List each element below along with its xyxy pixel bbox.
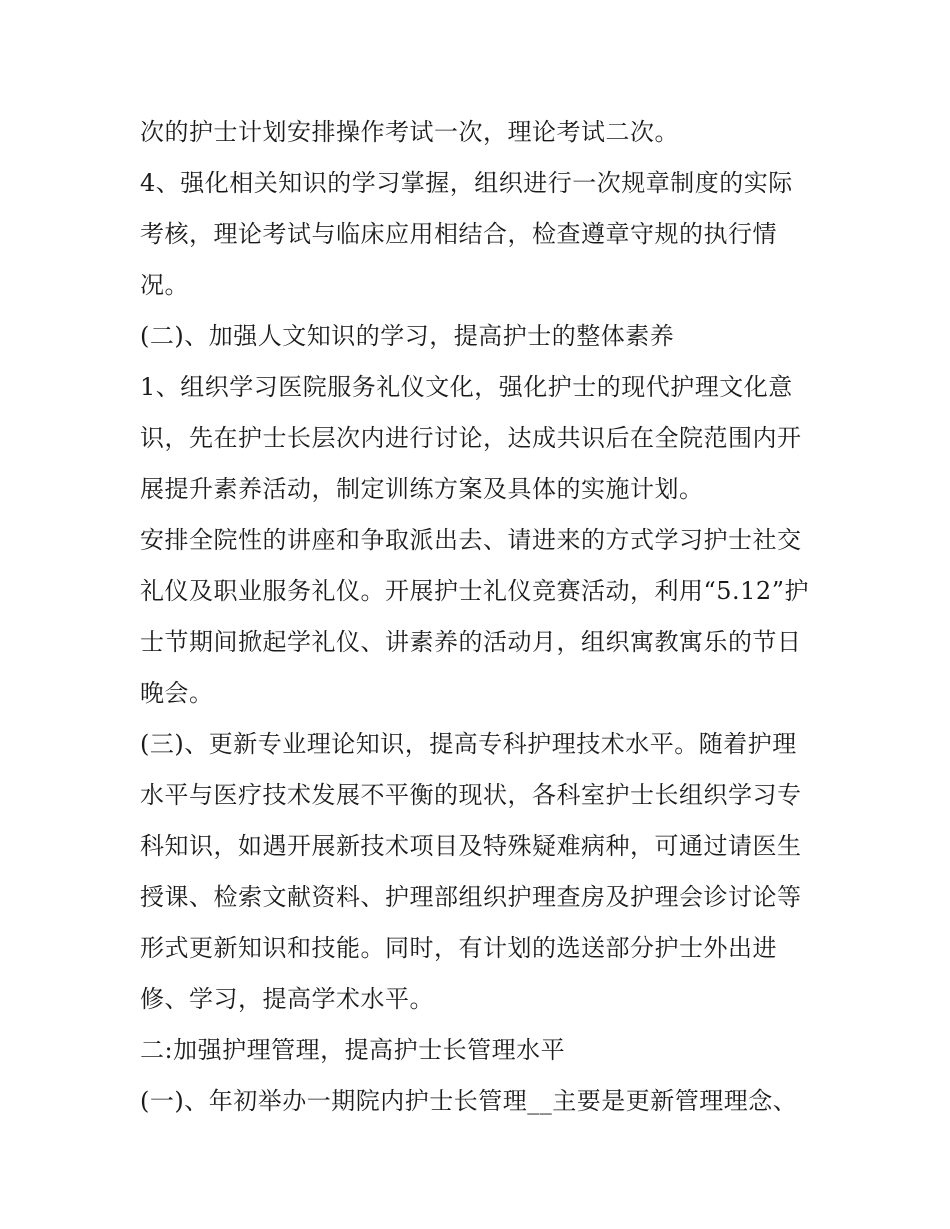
text-line: 形式更新知识和技能。同时，有计划的选送部分护士外出进	[140, 934, 777, 962]
text-line: 科知识，如遇开展新技术项目及特殊疑难病种，可通过请医生	[140, 832, 802, 860]
text-line: 礼仪及职业服务礼仪。开展护士礼仪竞赛活动，利用“5.12”护	[140, 577, 809, 605]
text-line: 士节期间掀起学礼仪、讲素养的活动月，组织寓教寓乐的节日	[140, 628, 802, 656]
text-line: 安排全院性的讲座和争取派出去、请进来的方式学习护士社交	[140, 526, 802, 554]
section-heading: (一)、年初举办一期院内护士长管理__主要是更新管理理念、	[140, 1087, 798, 1115]
section-heading: (二)、加强人文知识的学习，提高护士的整体素养	[140, 322, 675, 350]
section-heading: (三)、更新专业理论知识，提高专科护理技术水平。随着护理	[140, 730, 797, 758]
text-line: 况。	[140, 271, 189, 299]
text-line: 1、组织学习医院服务礼仪文化，强化护士的现代护理文化意	[140, 373, 793, 401]
text-line: 水平与医疗技术发展不平衡的现状，各科室护士长组织学习专	[140, 781, 802, 809]
text-line: 修、学习，提高学术水平。	[140, 985, 434, 1013]
text-line: 次的护士计划安排操作考试一次，理论考试二次。	[140, 118, 679, 146]
text-line: 考核，理论考试与临床应用相结合，检查遵章守规的执行情	[140, 220, 777, 248]
text-line: 展提升素养活动，制定训练方案及具体的实施计划。	[140, 475, 704, 503]
text-line: 识，先在护士长层次内进行讨论，达成共识后在全院范围内开	[140, 424, 802, 452]
text-line: 授课、检索文献资料、护理部组织护理查房及护理会诊讨论等	[140, 883, 802, 911]
text-line: 4、强化相关知识的学习掌握，组织进行一次规章制度的实际	[140, 169, 793, 197]
text-line: 晚会。	[140, 679, 214, 707]
section-heading: 二:加强护理管理，提高护士长管理水平	[140, 1036, 566, 1064]
document-body	[140, 107, 820, 1127]
